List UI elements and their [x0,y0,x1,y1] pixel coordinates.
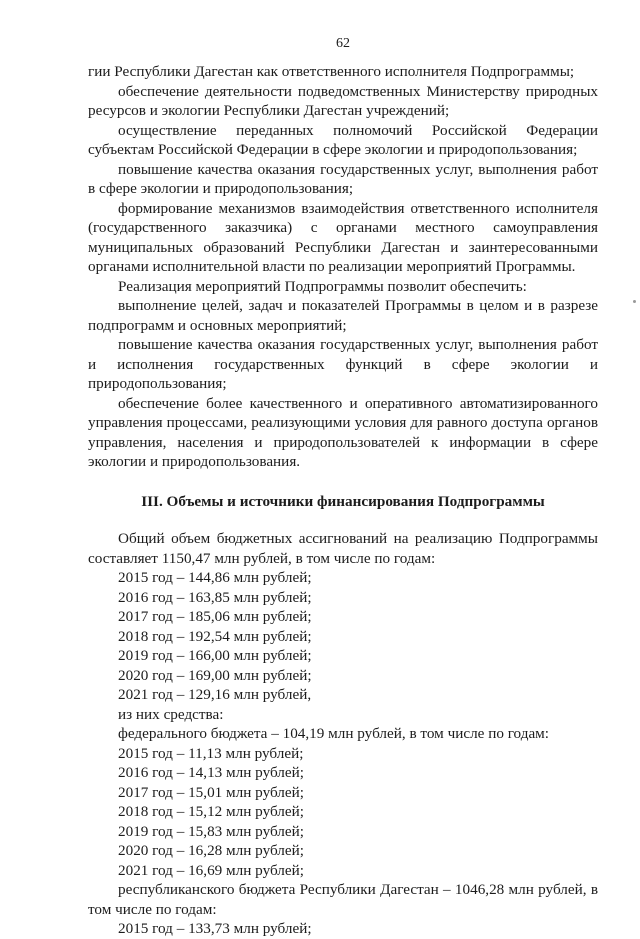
paragraph: формирование механизмов взаимодействия ответственного исполнителя (государственного заказчика) с органами местного самоуправления муниципальных образований Республики Дагестан и заинтересованными органами исполнительной власти по реализации мероприятий Программы. [88,199,598,275]
paragraph: гии Республики Дагестан как ответственного исполнителя Подпрограммы; [88,63,575,80]
list-line: из них средства: [118,705,224,723]
paragraph: повышение качества оказания государственных услуг, выполнения работ в сфере экологии и природопользования; [88,160,598,197]
section-heading: III. Объемы и источники финансирования Подпрограммы [141,492,545,510]
list-line: 2021 год – 129,16 млн рублей, [118,686,312,703]
paragraph: повышение качества оказания государственных услуг, выполнения работ и исполнения государственных функций в сфере экологии и природопользования; [88,336,598,392]
list-line: 2018 год – 192,54 млн рублей; [118,627,312,645]
list-line: 2018 год – 15,12 млн рублей; [118,803,304,820]
paragraph: выполнение целей, задач и показателей Программы в целом и в разрезе подпрограмм и основных мероприятий; [88,297,598,334]
paragraph: Общий объем бюджетных ассигнований на реализацию Подпрограммы составляет 1150,47 млн рублей, в том числе по годам: [88,530,598,567]
list-line: 2015 год – 11,13 млн рублей; [118,744,304,762]
paragraph: Реализация мероприятий Подпрограммы позволит обеспечить: [118,277,527,295]
list-line: 2019 год – 166,00 млн рублей; [118,647,312,664]
list-line: 2016 год – 14,13 млн рублей; [118,764,304,781]
body-text-before-heading [88,62,598,472]
paragraph: республиканского бюджета Республики Дагестан – 1046,28 млн рублей, в том числе по годам: [88,881,598,918]
body-text-financing [88,529,598,939]
list-line: федерального бюджета – 104,19 млн рублей, в том числе по годам: [118,725,550,742]
scan-speck [633,300,636,303]
list-line: 2020 год – 16,28 млн рублей; [118,842,304,859]
paragraph: обеспечение более качественного и оперативного автоматизированного управления процессами, реализующими условия для равного доступа органов управления, населения и природопользователей к информации в сфере экологии и природопользования. [88,394,598,470]
list-line: 2017 год – 185,06 млн рублей; [118,608,312,625]
list-line: 2020 год – 169,00 млн рублей; [118,666,312,684]
list-line: 2019 год – 15,83 млн рублей; [118,822,304,840]
paragraph: обеспечение деятельности подведомственных Министерству природных ресурсов и экологии Республики Дагестан учреждений; [88,82,598,119]
list-line: 2016 год – 163,85 млн рублей; [118,588,312,606]
page-number: 62 [336,36,350,51]
list-line: 2017 год – 15,01 млн рублей; [118,783,304,801]
list-line: 2015 год – 144,86 млн рублей; [118,569,312,586]
paragraph: осуществление переданных полномочий Российской Федерации субъектам Российской Федерации в сфере экологии и природопользования; [88,121,598,158]
list-line: 2021 год – 16,69 млн рублей; [118,861,304,879]
list-line: 2015 год – 133,73 млн рублей; [118,920,312,937]
